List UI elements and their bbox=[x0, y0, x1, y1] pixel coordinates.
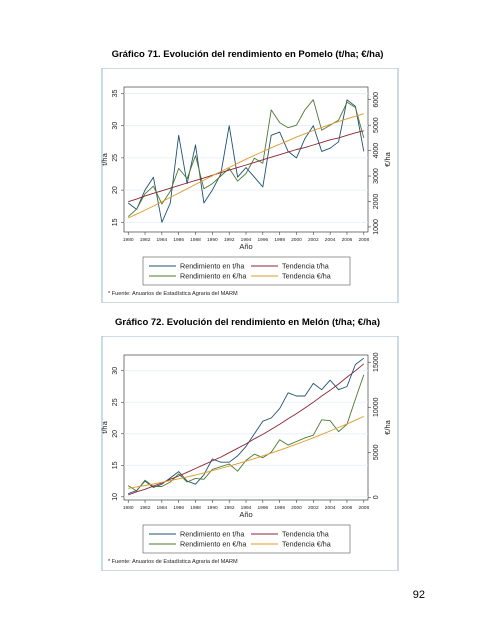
x-tick-label: 1992 bbox=[223, 238, 235, 243]
x-tick-label: 2000 bbox=[291, 238, 302, 243]
y-right-tick-label: 15000 bbox=[373, 352, 380, 372]
x-tick-label: 1990 bbox=[207, 238, 218, 243]
x-tick-label: 1998 bbox=[274, 506, 285, 511]
x-tick-label: 1986 bbox=[173, 238, 185, 243]
x-tick-label: 2002 bbox=[307, 238, 319, 243]
x-tick-label: 1996 bbox=[257, 506, 269, 511]
y-left-tick-label: 15 bbox=[112, 461, 119, 470]
legend-label: Tendencia t/ha bbox=[282, 261, 329, 271]
legend-label: Rendimiento en €/ha bbox=[180, 271, 247, 281]
source-note: * Fuente: Anuarios de Estadística Agraria del MARM bbox=[108, 291, 238, 297]
x-tick-label: 1996 bbox=[257, 238, 269, 243]
y-right-tick-label: 0 bbox=[373, 495, 380, 500]
y-left-tick-label: 25 bbox=[112, 398, 119, 407]
x-tick-label: 1990 bbox=[207, 506, 218, 511]
y-left-tick-label: 35 bbox=[112, 89, 119, 98]
y-right-axis-title: €/ha bbox=[383, 420, 392, 435]
chart-pomelo bbox=[0, 68, 495, 303]
x-tick-label: 2000 bbox=[291, 506, 302, 511]
chart-title-pomelo: Gráfico 71. Evolución del rendimiento en Pomelo (t/ha; €/ha) bbox=[111, 49, 384, 60]
legend-label: Rendimiento en t/ha bbox=[180, 261, 245, 271]
y-left-tick-label: 10 bbox=[112, 492, 119, 501]
y-left-tick-label: 30 bbox=[112, 121, 119, 130]
y-right-tick-label: 3000 bbox=[373, 168, 380, 184]
plot-area bbox=[124, 355, 368, 500]
legend-label: Rendimiento en t/ha bbox=[180, 529, 245, 539]
y-left-tick-label: 15 bbox=[112, 218, 119, 227]
x-tick-label: 1986 bbox=[173, 506, 185, 511]
y-left-tick-label: 25 bbox=[112, 153, 119, 162]
x-tick-label: 1980 bbox=[122, 238, 134, 243]
x-axis-title: Año bbox=[239, 242, 253, 251]
chart-title-melon: Gráfico 72. Evolución del rendimiento en Melón (t/ha; €/ha) bbox=[115, 317, 380, 328]
x-tick-label: 1984 bbox=[156, 506, 168, 511]
x-tick-label: 2004 bbox=[324, 506, 336, 511]
x-tick-label: 1988 bbox=[190, 506, 201, 511]
page-number: 92 bbox=[412, 589, 425, 601]
x-axis-title: Año bbox=[239, 510, 253, 519]
y-left-axis-title: t/ha bbox=[100, 421, 109, 434]
x-tick-label: 1984 bbox=[156, 238, 168, 243]
legend-label: Rendimiento en €/ha bbox=[180, 539, 247, 549]
y-right-axis-title: €/ha bbox=[383, 152, 392, 167]
x-tick-label: 1994 bbox=[240, 506, 252, 511]
y-right-tick-label: 10000 bbox=[373, 397, 380, 417]
y-left-tick-label: 30 bbox=[112, 366, 119, 375]
x-tick-label: 1982 bbox=[139, 238, 151, 243]
y-left-tick-label: 20 bbox=[112, 186, 119, 195]
x-tick-label: 1988 bbox=[190, 238, 201, 243]
x-tick-label: 2006 bbox=[341, 506, 353, 511]
y-left-tick-label: 20 bbox=[112, 429, 119, 438]
y-right-tick-label: 6000 bbox=[373, 91, 380, 108]
x-tick-label: 1980 bbox=[122, 506, 134, 511]
x-tick-label: 1982 bbox=[139, 506, 151, 511]
x-tick-label: 2006 bbox=[341, 238, 353, 243]
x-tick-label: 2002 bbox=[307, 506, 319, 511]
y-right-tick-label: 2000 bbox=[373, 193, 380, 210]
y-right-tick-label: 1000 bbox=[373, 219, 380, 235]
x-tick-label: 2008 bbox=[358, 238, 370, 243]
x-tick-label: 1994 bbox=[240, 238, 252, 243]
legend-label: Tendencia t/ha bbox=[282, 529, 329, 539]
legend-label: Tendencia €/ha bbox=[282, 271, 331, 281]
source-note: * Fuente: Anuarios de Estadística Agraria del MARM bbox=[108, 559, 238, 565]
x-tick-label: 1998 bbox=[274, 238, 285, 243]
y-right-tick-label: 4000 bbox=[373, 142, 380, 159]
y-right-tick-label: 5000 bbox=[373, 444, 380, 461]
x-tick-label: 2008 bbox=[358, 506, 370, 511]
y-left-axis-title: t/ha bbox=[100, 153, 109, 166]
x-tick-label: 2004 bbox=[324, 238, 336, 243]
legend-label: Tendencia €/ha bbox=[282, 539, 331, 549]
y-right-tick-label: 5000 bbox=[373, 117, 380, 133]
x-tick-label: 1992 bbox=[223, 506, 235, 511]
chart-melon bbox=[0, 336, 495, 571]
